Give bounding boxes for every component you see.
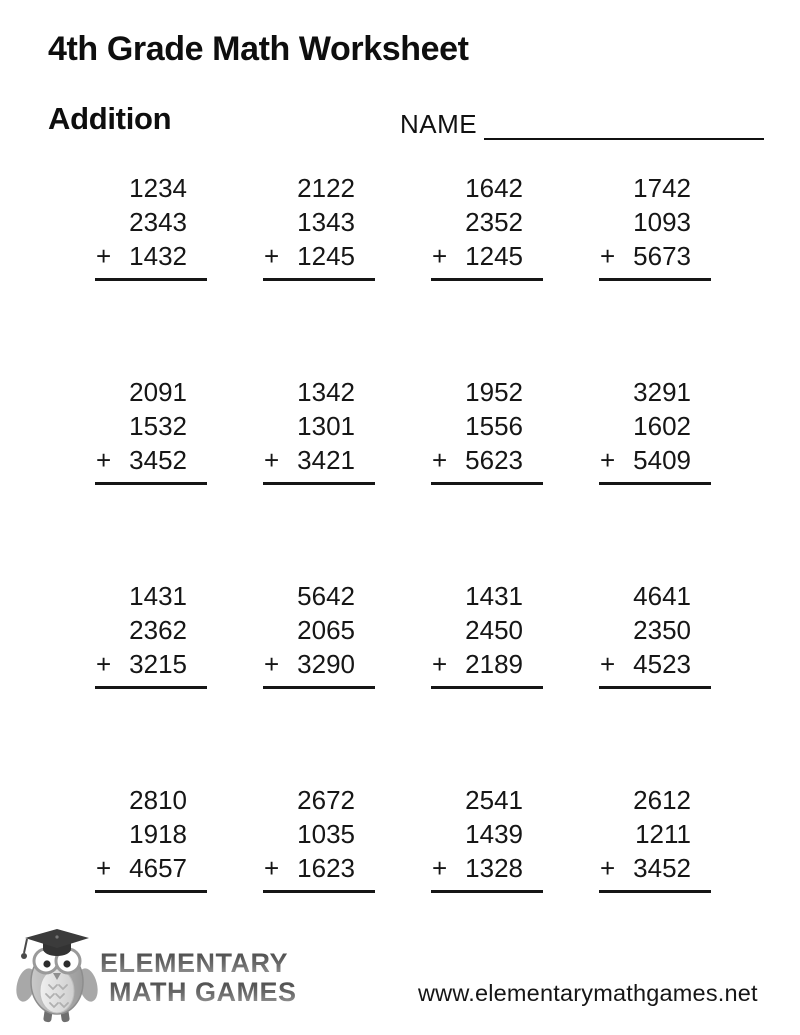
addend-value: 3291 xyxy=(633,377,691,407)
plus-row xyxy=(431,239,543,273)
addend-value: 1343 xyxy=(297,207,355,237)
addend-value: 2343 xyxy=(129,207,187,237)
plus-row xyxy=(599,851,711,885)
addition-problem xyxy=(95,171,207,281)
addition-problem xyxy=(263,171,375,281)
addition-problem xyxy=(431,579,543,689)
plus-operator: + xyxy=(600,445,616,475)
addend-value: 5673 xyxy=(633,241,691,271)
plus-row xyxy=(599,239,711,273)
addend-value: 1623 xyxy=(297,853,355,883)
addend-value: 4657 xyxy=(129,853,187,883)
plus-operator: + xyxy=(96,649,112,679)
plus-operator: + xyxy=(96,853,112,883)
plus-operator: + xyxy=(600,241,616,271)
addend-value: 1035 xyxy=(297,819,355,849)
addition-problem xyxy=(431,171,543,281)
addend-value: 1432 xyxy=(129,241,187,271)
addend-value: 1952 xyxy=(465,377,523,407)
plus-operator: + xyxy=(264,241,280,271)
plus-operator: + xyxy=(432,853,448,883)
addend-value: 3452 xyxy=(129,445,187,475)
addition-problem xyxy=(431,375,543,485)
plus-operator: + xyxy=(96,445,112,475)
plus-operator: + xyxy=(264,853,280,883)
plus-operator: + xyxy=(432,445,448,475)
name-blank-line xyxy=(484,106,764,140)
plus-operator: + xyxy=(600,649,616,679)
addend-value: 1245 xyxy=(465,241,523,271)
name-label: NAME xyxy=(400,109,478,139)
addend-value: 1211 xyxy=(635,819,691,849)
addend-value: 2189 xyxy=(465,649,523,679)
plus-operator: + xyxy=(264,649,280,679)
plus-row xyxy=(263,443,375,477)
addend-value: 2810 xyxy=(129,785,187,815)
addend-value: 1431 xyxy=(129,581,187,611)
addend-value: 1245 xyxy=(297,241,355,271)
addition-problem xyxy=(95,579,207,689)
plus-row xyxy=(431,443,543,477)
addend-value: 1918 xyxy=(129,819,187,849)
plus-row xyxy=(95,239,207,273)
addend-value: 1439 xyxy=(465,819,523,849)
addend-value: 5409 xyxy=(633,445,691,475)
section-title: Addition xyxy=(48,101,172,136)
plus-row xyxy=(263,851,375,885)
addend-value: 5642 xyxy=(297,581,355,611)
addend-value: 4641 xyxy=(633,581,691,611)
addend-value: 4523 xyxy=(633,649,691,679)
addend-value: 1556 xyxy=(465,411,523,441)
plus-row xyxy=(599,647,711,681)
addition-problem xyxy=(95,783,207,893)
plus-row xyxy=(263,647,375,681)
addition-problem xyxy=(431,783,543,893)
addend-value: 1532 xyxy=(129,411,187,441)
addend-value: 1431 xyxy=(465,581,523,611)
addend-value: 1602 xyxy=(633,411,691,441)
addition-problem xyxy=(95,375,207,485)
addend-value: 3421 xyxy=(297,445,355,475)
addend-value: 1234 xyxy=(129,173,187,203)
addition-problem xyxy=(599,783,711,893)
addend-value: 2362 xyxy=(129,615,187,645)
logo-text-line1: ELEMENTARY xyxy=(100,949,297,978)
plus-row xyxy=(431,851,543,885)
plus-row xyxy=(95,443,207,477)
addition-problem xyxy=(263,579,375,689)
plus-row xyxy=(263,239,375,273)
addend-value: 2352 xyxy=(465,207,523,237)
problems-grid xyxy=(95,171,711,893)
logo xyxy=(16,925,297,1025)
addition-problem xyxy=(599,171,711,281)
addend-value: 1342 xyxy=(297,377,355,407)
addition-problem xyxy=(263,783,375,893)
addition-problem xyxy=(599,375,711,485)
addend-value: 2672 xyxy=(297,785,355,815)
plus-operator: + xyxy=(264,445,280,475)
addend-value: 2350 xyxy=(633,615,691,645)
plus-operator: + xyxy=(96,241,112,271)
addend-value: 2541 xyxy=(465,785,523,815)
page-title: 4th Grade Math Worksheet xyxy=(48,30,469,68)
addend-value: 1642 xyxy=(465,173,523,203)
plus-row xyxy=(95,851,207,885)
plus-operator: + xyxy=(432,649,448,679)
addition-problem xyxy=(263,375,375,485)
plus-row xyxy=(431,647,543,681)
addend-value: 1301 xyxy=(297,411,355,441)
addend-value: 2612 xyxy=(633,785,691,815)
addend-value: 2122 xyxy=(297,173,355,203)
addition-problem xyxy=(599,579,711,689)
logo-text xyxy=(100,949,297,1007)
name-block xyxy=(400,106,764,140)
addend-value: 2065 xyxy=(297,615,355,645)
plus-operator: + xyxy=(432,241,448,271)
logo-text-line2: MATH GAMES xyxy=(109,977,297,1007)
addend-value: 3452 xyxy=(633,853,691,883)
plus-row xyxy=(599,443,711,477)
website-url: www.elementarymathgames.net xyxy=(418,980,758,1006)
addend-value: 3215 xyxy=(129,649,187,679)
plus-operator: + xyxy=(600,853,616,883)
addend-value: 5623 xyxy=(465,445,523,475)
plus-row xyxy=(95,647,207,681)
addend-value: 2091 xyxy=(129,377,187,407)
addend-value: 3290 xyxy=(297,649,355,679)
addend-value: 1742 xyxy=(633,173,691,203)
addend-value: 2450 xyxy=(465,615,523,645)
addend-value: 1093 xyxy=(633,207,691,237)
addend-value: 1328 xyxy=(465,853,523,883)
owl-graduation-cap-icon xyxy=(16,925,98,1025)
